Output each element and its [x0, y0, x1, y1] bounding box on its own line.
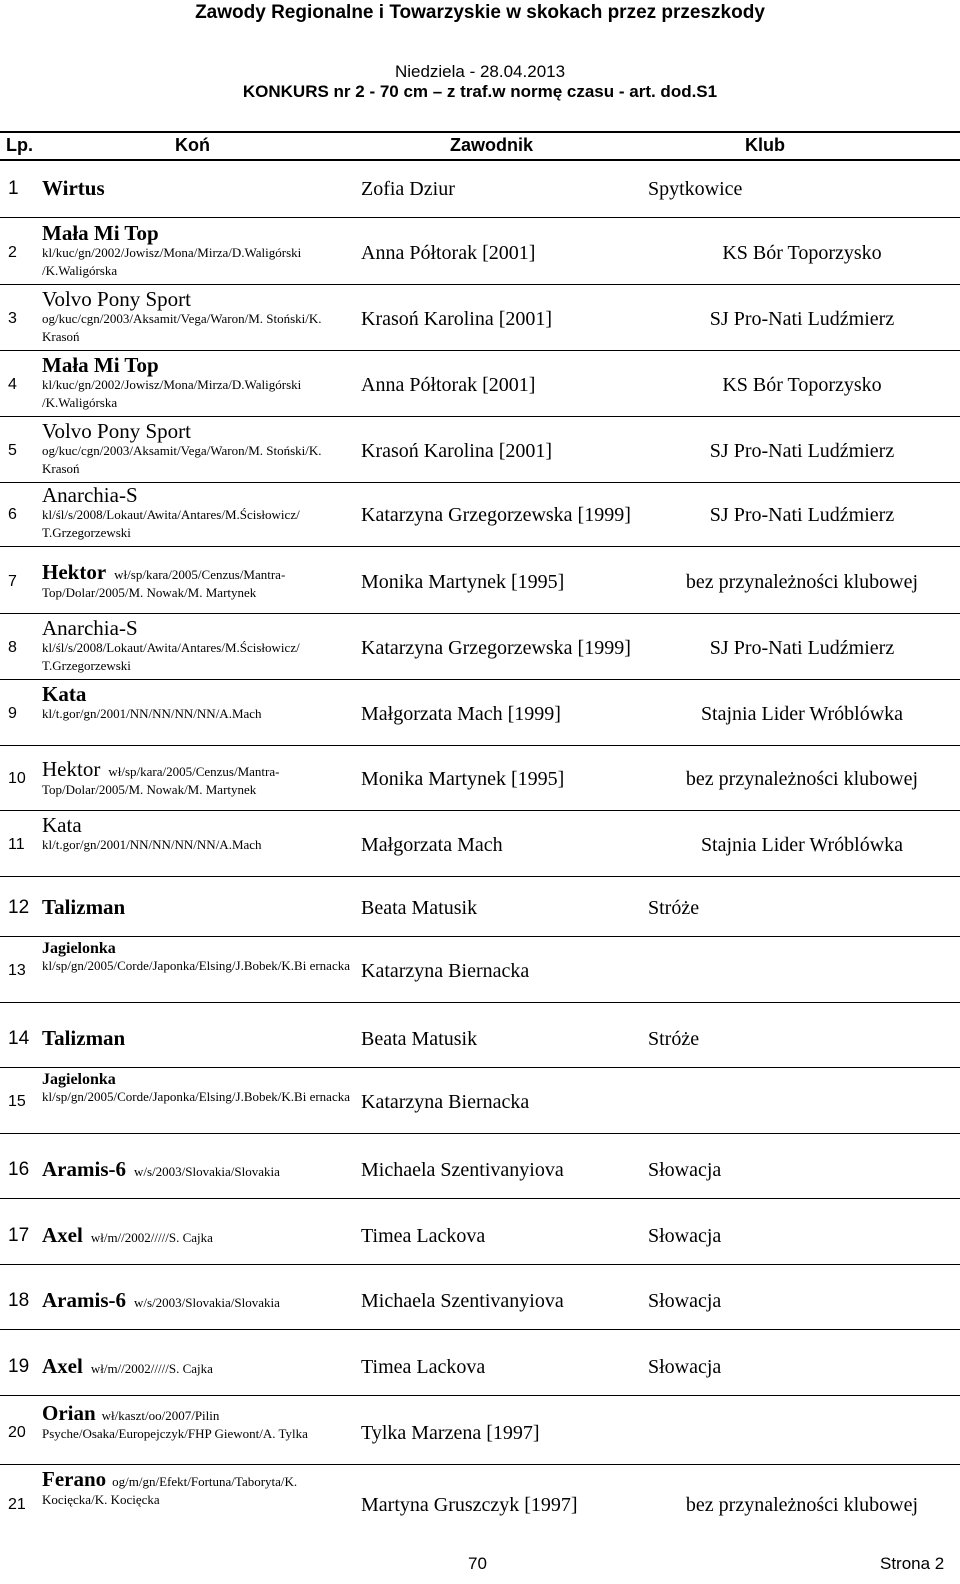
- row-number: 15: [8, 1092, 26, 1110]
- club-name: KS Bór Toporzysko: [722, 373, 882, 396]
- row-number: 1: [8, 177, 19, 199]
- col-rider: Zawodnik: [450, 135, 534, 155]
- horse-cell: [42, 1469, 358, 1543]
- table-row: [0, 813, 960, 877]
- club-name: bez przynależności klubowej: [685, 767, 919, 790]
- horse-name: Volvo Pony Sport: [42, 421, 191, 443]
- horse-cell: [42, 618, 358, 679]
- row-number: 6: [8, 505, 17, 523]
- horse-cell: [42, 485, 358, 546]
- table-row: [0, 1010, 960, 1068]
- horse-cell: [42, 1207, 358, 1264]
- horse-description: kl/sp/gn/2005/Corde/Japonka/Elsing/J.Bobek/K.Bi ernacka: [42, 1089, 350, 1104]
- horse-cell: [42, 684, 358, 745]
- table-row: [0, 160, 960, 218]
- row-number: 10: [8, 769, 26, 787]
- club-name: Spytkowice: [648, 177, 743, 200]
- club-name: bez przynależności klubowej: [685, 570, 919, 593]
- club-name: Stróże: [648, 1027, 700, 1050]
- rider-name: Beata Matusik: [361, 1027, 478, 1050]
- rider-name: Monika Martynek [1995]: [361, 767, 565, 790]
- horse-name: Anarchia-S: [42, 618, 138, 640]
- horse-cell: [42, 160, 358, 217]
- horse-cell: [42, 421, 358, 482]
- table-row: [0, 221, 960, 285]
- club-name: [648, 1070, 956, 1133]
- competition-name: KONKURS nr 2 - 70 cm – z traf.w normę czasu - art. dod.S1: [242, 82, 718, 101]
- competition-date: Niedziela - 28.04.2013: [394, 62, 566, 81]
- horse-description: kl/śl/s/2008/Lokaut/Awita/Antares/M.Ścisłowicz/ T.Grzegorzewski: [42, 640, 300, 673]
- table-row: [0, 879, 960, 937]
- horse-name: Volvo Pony Sport: [42, 289, 191, 311]
- horse-cell: [42, 815, 358, 876]
- club-name: bez przynależności klubowej: [685, 1494, 919, 1516]
- horse-description: wł/kaszt/oo/2007/Pilin Psyche/Osaka/Europejczyk/FHP Giewont/A. Tylka: [42, 1408, 308, 1441]
- horse-name: Orian: [42, 1403, 96, 1425]
- horse-description: wł/sp/kara/2005/Cenzus/Mantra-Top/Dolar/2005/M. Nowak/M. Martynek: [42, 764, 280, 797]
- rider-name: Anna Półtorak [2001]: [361, 241, 536, 264]
- col-horse: Koń: [175, 135, 210, 155]
- club-name: SJ Pro-Nati Ludźmierz: [709, 439, 895, 462]
- row-number: 4: [8, 375, 17, 393]
- club-name: Słowacja: [648, 1289, 722, 1312]
- rider-name: Monika Martynek [1995]: [361, 570, 565, 593]
- rider-name: Timea Lackova: [361, 1224, 486, 1247]
- row-number: 12: [8, 896, 30, 918]
- horse-name: Jagielonka: [42, 1072, 116, 1088]
- club-name: Stajnia Lider Wróblówka: [700, 702, 904, 725]
- footer-height: 70: [468, 1554, 487, 1573]
- row-number: 20: [8, 1423, 26, 1441]
- horse-name: Wirtus: [42, 176, 105, 200]
- row-number: 16: [8, 1158, 30, 1180]
- horse-name: Hektor: [42, 757, 101, 781]
- horse-cell: [42, 1072, 358, 1133]
- horse-cell: [42, 289, 358, 350]
- table-row: [0, 616, 960, 680]
- rider-name: Martyna Gruszczyk [1997]: [361, 1494, 578, 1516]
- horse-description: kl/t.gor/gn/2001/NN/NN/NN/NN/A.Mach: [42, 706, 262, 721]
- table-row: [0, 682, 960, 746]
- horse-cell: [42, 1338, 358, 1395]
- rider-name: Zofia Dziur: [361, 177, 455, 200]
- table-row: [0, 419, 960, 483]
- club-name: Słowacja: [648, 1158, 722, 1181]
- horse-name: Aramis-6: [42, 1157, 126, 1181]
- row-number: 7: [8, 572, 17, 590]
- horse-description: og/kuc/cgn/2003/Aksamit/Vega/Waron/M. Stoński/K. Krasoń: [42, 311, 322, 344]
- horse-description: kl/kuc/gn/2002/Jowisz/Mona/Mirza/D.Waligórski /K.Waligórska: [42, 377, 302, 410]
- rider-name: Anna Półtorak [2001]: [361, 373, 536, 396]
- horse-cell: [42, 1272, 358, 1329]
- horse-description: kl/kuc/gn/2002/Jowisz/Mona/Mirza/D.Waligórski /K.Waligórska: [42, 245, 302, 278]
- row-number: 17: [8, 1224, 30, 1246]
- horse-name: Aramis-6: [42, 1288, 126, 1312]
- horse-name: Kata: [42, 684, 87, 706]
- row-number: 11: [8, 835, 25, 853]
- table-row: [0, 939, 960, 1003]
- horse-name: Axel: [42, 1354, 83, 1378]
- rider-name: Michaela Szentivanyiova: [361, 1289, 564, 1312]
- rider-name: Katarzyna Biernacka: [361, 1090, 530, 1113]
- horse-cell: [42, 223, 358, 284]
- rider-name: Krasoń Karolina [2001]: [361, 307, 553, 330]
- table-row: [0, 1467, 960, 1543]
- horse-name: Ferano: [42, 1469, 107, 1491]
- club-name: SJ Pro-Nati Ludźmierz: [709, 636, 895, 659]
- horse-name: Axel: [42, 1223, 83, 1247]
- horse-name: Anarchia-S: [42, 485, 138, 507]
- horse-description: wł/sp/kara/2005/Cenzus/Mantra-Top/Dolar/2005/M. Nowak/M. Martynek: [42, 567, 286, 600]
- horse-cell: [42, 879, 358, 936]
- horse-cell: [42, 1403, 358, 1464]
- row-number: 21: [8, 1496, 26, 1513]
- club-name: Słowacja: [648, 1355, 722, 1378]
- rider-name: Tylka Marzena [1997]: [361, 1421, 540, 1444]
- horse-description: wł/m//2002/////S. Cajka: [90, 1361, 213, 1376]
- club-name: SJ Pro-Nati Ludźmierz: [709, 503, 895, 526]
- row-number: 3: [8, 309, 17, 327]
- table-row: [0, 747, 960, 811]
- table-row: [0, 1401, 960, 1465]
- club-name: Stróże: [648, 896, 700, 919]
- rider-name: Michaela Szentivanyiova: [361, 1158, 564, 1181]
- row-number: 8: [8, 638, 17, 656]
- club-name: Słowacja: [648, 1224, 722, 1247]
- row-number: 13: [8, 961, 26, 979]
- rider-name: Katarzyna Grzegorzewska [1999]: [361, 636, 631, 659]
- horse-name: Talizman: [42, 895, 126, 919]
- horse-description: w/s/2003/Slovakia/Slovakia: [133, 1295, 280, 1310]
- table-row: [0, 353, 960, 417]
- club-name: Stajnia Lider Wróblówka: [700, 833, 904, 856]
- row-number: 19: [8, 1355, 30, 1377]
- horse-cell: [42, 941, 358, 1002]
- horse-cell: [42, 1141, 358, 1198]
- horse-description: og/kuc/cgn/2003/Aksamit/Vega/Waron/M. Stoński/K. Krasoń: [42, 443, 322, 476]
- rider-name: Timea Lackova: [361, 1355, 486, 1378]
- table-row: [0, 287, 960, 351]
- horse-name: Talizman: [42, 1026, 126, 1050]
- club-name: SJ Pro-Nati Ludźmierz: [709, 307, 895, 330]
- row-number: 2: [8, 243, 17, 261]
- horse-cell: [42, 1010, 358, 1067]
- horse-description: w/s/2003/Slovakia/Slovakia: [133, 1164, 280, 1179]
- horse-cell: [42, 749, 358, 810]
- horse-name: Jagielonka: [42, 941, 116, 957]
- page-title: Zawody Regionalne i Towarzyskie w skokach przez przeszkody: [195, 2, 765, 23]
- club-name: KS Bór Toporzysko: [722, 241, 882, 264]
- col-club: Klub: [745, 135, 785, 155]
- horse-description: kl/śl/s/2008/Lokaut/Awita/Antares/M.Ścisłowicz/ T.Grzegorzewski: [42, 507, 300, 540]
- row-number: 9: [8, 704, 17, 722]
- row-number: 18: [8, 1289, 30, 1311]
- rider-name: Małgorzata Mach: [361, 833, 503, 856]
- row-number: 14: [8, 1027, 30, 1049]
- horse-name: Kata: [42, 815, 82, 837]
- horse-description: og/m/gn/Efekt/Fortuna/Taboryta/K. Kocięcka/K. Kocięcka: [42, 1474, 298, 1507]
- table-row: [0, 1141, 960, 1199]
- horse-name: Hektor: [42, 560, 107, 584]
- horse-description: wł/m//2002/////S. Cajka: [90, 1230, 213, 1245]
- table-row: [0, 550, 960, 614]
- rider-name: Katarzyna Biernacka: [361, 959, 530, 982]
- table-row: [0, 1338, 960, 1396]
- col-lp: Lp.: [6, 135, 33, 155]
- rider-name: Małgorzata Mach [1999]: [361, 702, 561, 725]
- table-row: [0, 1070, 960, 1134]
- horse-description: kl/sp/gn/2005/Corde/Japonka/Elsing/J.Bobek/K.Bi ernacka: [42, 958, 350, 973]
- table-row: [0, 1207, 960, 1265]
- rider-name: Katarzyna Grzegorzewska [1999]: [361, 503, 631, 526]
- horse-cell: [42, 552, 358, 613]
- horse-cell: [42, 355, 358, 416]
- table-row: [0, 483, 960, 547]
- row-number: 5: [8, 441, 17, 459]
- rider-name: Krasoń Karolina [2001]: [361, 439, 553, 462]
- horse-name: Mała Mi Top: [42, 223, 159, 245]
- horse-description: kl/t.gor/gn/2001/NN/NN/NN/NN/A.Mach: [42, 837, 262, 852]
- footer-page: Strona 2: [880, 1554, 945, 1573]
- horse-name: Mała Mi Top: [42, 355, 159, 377]
- rider-name: Beata Matusik: [361, 896, 478, 919]
- table-row: [0, 1272, 960, 1330]
- club-name: [648, 939, 956, 1002]
- club-name: [648, 1401, 956, 1464]
